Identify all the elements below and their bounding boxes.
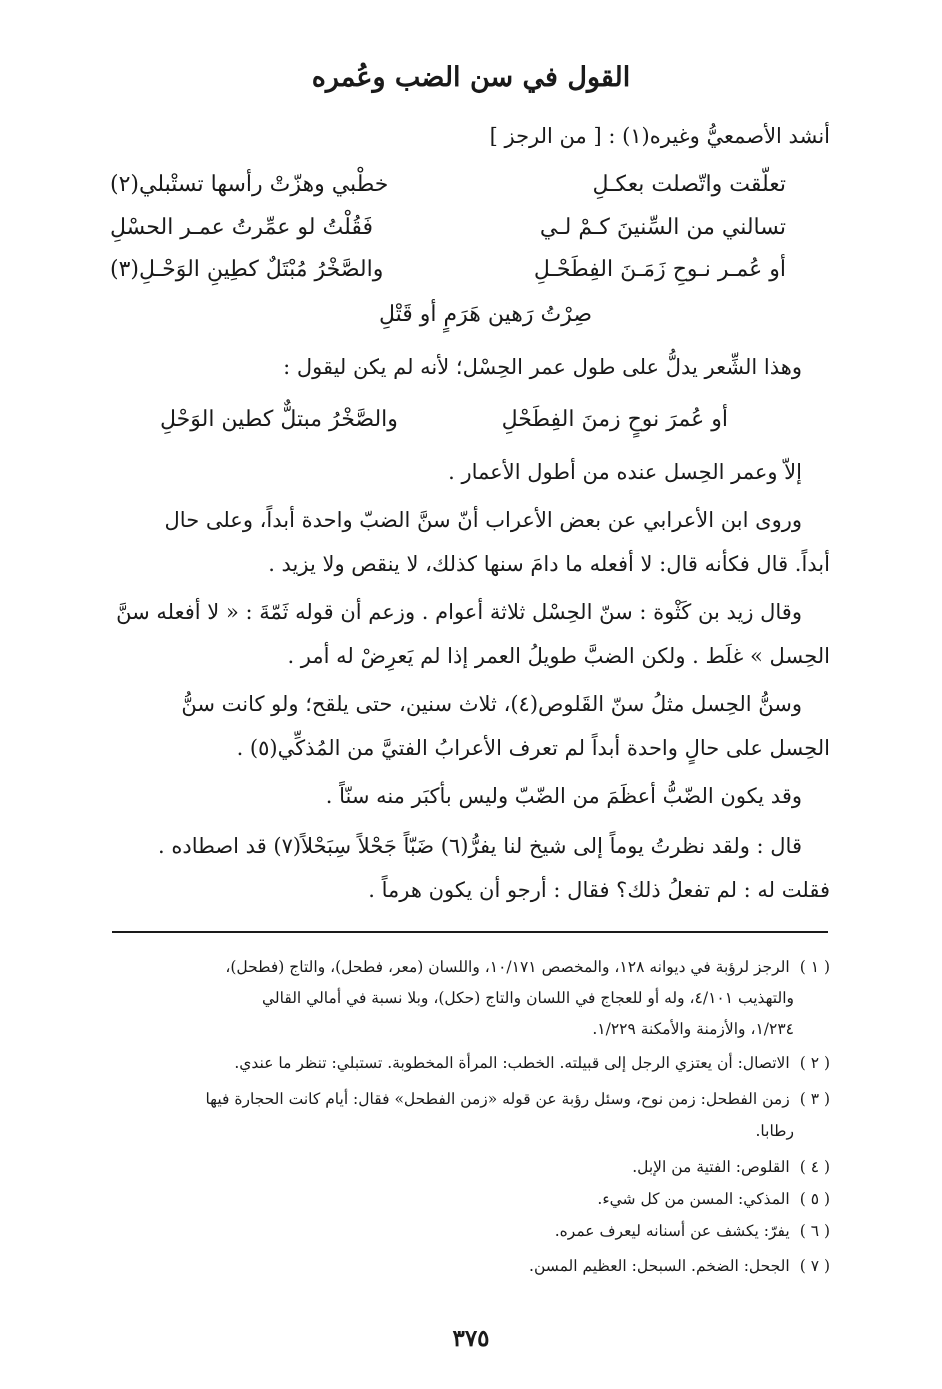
footnote-3 [205, 1090, 830, 1108]
page-title: القول في سن الضب وعُمره [311, 62, 631, 93]
footnote-separator [112, 931, 828, 933]
footnote-2 [234, 1054, 830, 1072]
body-line: وسنُّ الحِسل مثلُ سنّ القَلوص(٤)، ثلاث سنين، حتى يلقح؛ ولو كانت سنُّ [181, 692, 802, 716]
verse-1-first-hemistich: تعلّقت واتّصلت بعكـلِ [592, 172, 786, 197]
footnote-text: يفرّ: يكشف عن أسنانه ليعرف عمره. [554, 1222, 790, 1240]
verse-4-centered: صِرْتُ رَهين هَرَمٍ أو قَتْلِ [378, 302, 592, 327]
footnote-3-continuation: رطابا. [755, 1122, 794, 1140]
body-line: فقلت له : لم تفعلُ ذلك؟ فقال : أرجو أن يكون هرماً . [368, 878, 830, 902]
page-number: ٣٧٥ [452, 1325, 490, 1352]
footnote-number: ( ٥ ) [799, 1190, 830, 1208]
verse-2-first-hemistich: تسالني من السِّنينَ كـمْ لـي [539, 215, 786, 240]
footnote-number: ( ٢ ) [799, 1054, 830, 1072]
footnote-number: ( ٤ ) [799, 1158, 830, 1176]
quoted-verse-second-hemistich: والصَّخْرُ مبتلٌّ كطين الوَحْلِ [160, 407, 398, 432]
body-line: وقد يكون الضّبُّ أعظَمَ من الضّبّ وليس بأكبَر منه سنّاً . [325, 784, 802, 808]
footnote-4 [632, 1158, 830, 1176]
footnote-1-continuation: والتهذيب ٤/١٠١، وله أو للعجاج في اللسان والتاج (حكل)، وبلا نسبة في أمالي القالي [261, 989, 794, 1007]
footnote-1-continuation: ١/٢٣٤، والأزمنة والأمكنة ١/٢٢٩. [592, 1020, 794, 1038]
verse-3-first-hemistich: أو عُمـر نـوحِ زَمَـنَ الفِطَحْـلِ [533, 257, 786, 282]
body-line: وروى ابن الأعرابي عن بعض الأعراب أنّ سنَّ الضبّ واحدة أبداً، وعلى حال [164, 508, 802, 532]
body-line: وهذا الشِّعر يدلُّ على طول عمر الحِسْل؛ لأنه لم يكن ليقول : [283, 355, 802, 379]
body-line: إلاّ وعمر الحِسل عنده من أطول الأعمار . [448, 460, 802, 484]
body-line: الحِسل » غلَط . ولكن الضبَّ طويلُ العمر إذا لم يَعرِضْ له أمر . [287, 644, 830, 668]
body-line: وقال زيد بن كَثْوة : سنّ الحِسْل ثلاثة أعوام . وزعم أن قوله ثَمّةَ : « لا أفعله سنَّ [116, 600, 802, 624]
footnote-number: ( ١ ) [799, 958, 830, 976]
footnote-text: الجحل: الضخم. السبحل: العظيم المسن. [529, 1257, 790, 1275]
footnote-6 [555, 1222, 830, 1240]
footnote-5 [597, 1190, 830, 1208]
poem-intro: أنشد الأصمعيُّ وغيره(١) : [ من الرجز ] [489, 124, 830, 148]
footnote-text: الرجز لرؤبة في ديوانه ١٢٨، والمخصص ١٠/١٧١، واللسان (معر، فطحل)، والتاج (فطحل)، [225, 958, 790, 976]
quoted-verse-first-hemistich: أو عُمرَ نوحٍ زمنَ الفِطَحْلِ [501, 407, 728, 432]
footnote-text: المذكي: المسن من كل شيء. [597, 1190, 790, 1208]
body-line: قال : ولقد نظرتُ يوماً إلى شيخ لنا يفرُّ(٦) ضَبّاً جَحْلاً سِبَحْلاً(٧) قد اصطاده . [158, 834, 802, 858]
body-line: الحِسل على حالٍ واحدة أبداً لم تعرف الأعرابُ الفتيَّ من المُذكِّي(٥) . [236, 736, 830, 760]
footnote-7 [529, 1257, 830, 1275]
footnote-number: ( ٦ ) [799, 1222, 830, 1240]
footnote-text: الاتصال: أن يعتزي الرجل إلى قبيلته. الخطب: المرأة المخطوبة. تستبلي: تنظر ما عندي. [234, 1054, 790, 1072]
footnote-1 [225, 958, 830, 976]
footnote-number: ( ٣ ) [799, 1090, 830, 1108]
verse-1-second-hemistich: خطْبي وهزّتْ رأسها تستْبلي(٢) [110, 172, 389, 197]
footnote-text: زمن الفطحل: زمن نوح، وسئل رؤبة عن قوله «زمن الفطحل» فقال: أيام كانت الحجارة فيها [205, 1090, 790, 1108]
verse-3-second-hemistich: والصَّخْرُ مُبْتَلٌ كطِينِ الوَحْـلِ(٣) [110, 257, 384, 282]
footnote-number: ( ٧ ) [799, 1257, 830, 1275]
footnote-text: القلوص: الفتية من الإبل. [632, 1158, 790, 1176]
verse-2-second-hemistich: فَقُلْتُ لو عمِّرتُ عمـر الحسْلِ [110, 215, 374, 240]
body-line: أبداً. قال فكأنه قال: لا أفعله ما دامَ سنها كذلك، لا ينقص ولا يزيد . [268, 552, 830, 576]
